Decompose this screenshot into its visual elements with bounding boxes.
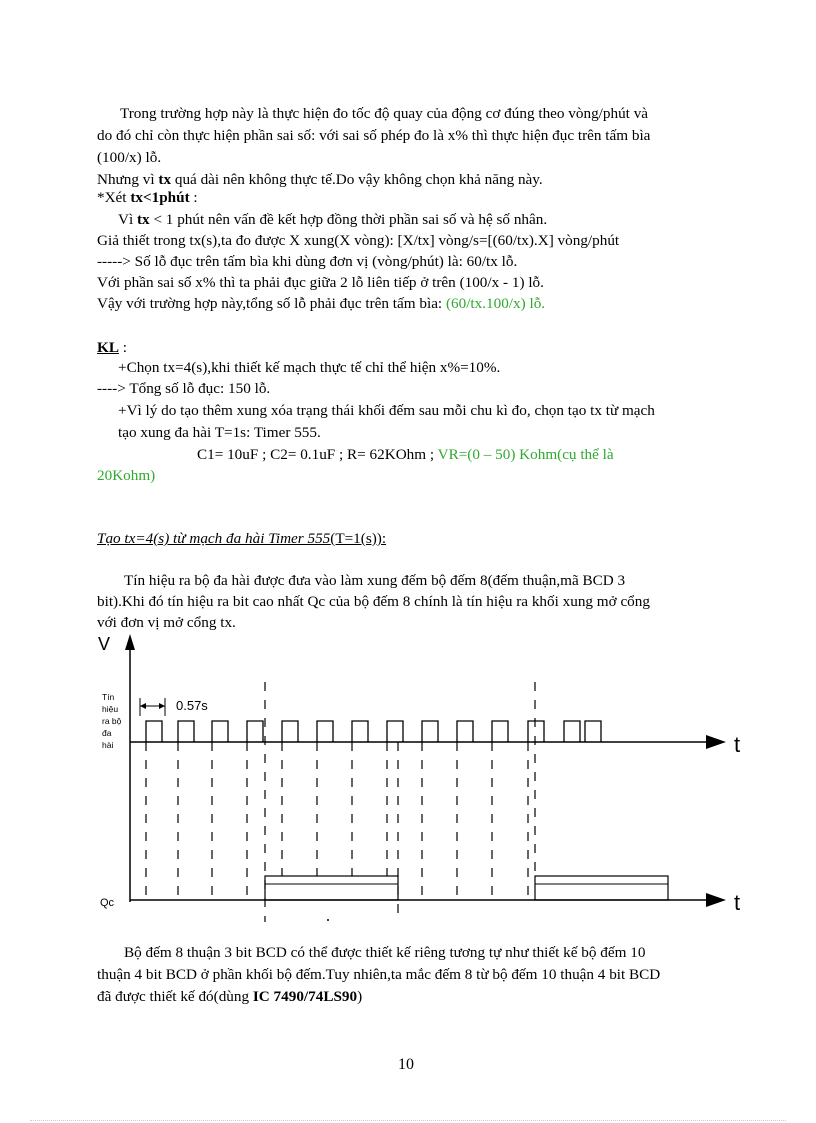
- para3-line3: -----> Số lỗ đục trên tấm bìa khi dùng đơn vị (vòng/phút) là: 60/tx lỗ.: [97, 253, 518, 270]
- para3-line2: Giả thiết trong tx(s),ta đo được X xung(X vòng): [X/tx] vòng/s=[(60/tx).X] vòng/phút: [97, 232, 620, 249]
- v-axis-label: V: [98, 634, 111, 654]
- timing-diagram: [90, 632, 760, 932]
- para3-line1: Vì tx < 1 phút nên vấn đề kết hợp đồng thời phần sai số và hệ số nhân.: [118, 211, 548, 228]
- svg-text:hài: hài: [102, 740, 114, 750]
- para4-line2: bit).Khi đó tín hiệu ra bit cao nhất Qc của bộ đếm 8 chính là tín hiệu ra khối xung mở cổng: [97, 593, 650, 610]
- para5-line2: thuận 4 bit BCD ở phần khối bộ đếm.Tuy nhiên,ta mắc đếm 8 từ bộ đếm 10 thuận 4 bit BCD: [97, 966, 661, 983]
- footer-divider: [30, 1120, 786, 1121]
- case2-heading: *Xét tx<1phút :: [97, 189, 198, 206]
- para1-line2: do đó chỉ còn thực hiện phần sai số: với sai số phép đo là x% thì thực hiện đục trên tấm bìa: [97, 127, 651, 144]
- kl-line6: 20Kohm): [97, 467, 156, 484]
- svg-text:đa: đa: [102, 728, 112, 738]
- svg-text:hiệu: hiệu: [102, 704, 119, 714]
- para5-line3: đã được thiết kế đó(dùng IC 7490/74LS90): [97, 988, 363, 1005]
- para3-line5: Vậy với trường hợp này,tổng số lỗ phải đục trên tấm bìa: (60/tx.100/x) lỗ.: [97, 295, 546, 312]
- qc-pulse-1: [265, 876, 398, 900]
- para4-line3: với đơn vị mở cổng tx.: [97, 614, 236, 631]
- qc-pulse-2: [535, 876, 668, 900]
- kl-line2: ----> Tổng số lỗ đục: 150 lỗ.: [97, 380, 271, 397]
- period-label: 0.57s: [176, 698, 208, 713]
- para2-line: Nhưng vì tx quá dài nên không thực tế.Do vậy không chọn khả năng này.: [97, 171, 543, 188]
- clock-pulses: [146, 721, 601, 742]
- signal-label: [102, 692, 122, 750]
- para1-line1: Trong trường hợp này là thực hiện đo tốc độ quay của động cơ đúng theo vòng/phút và: [120, 105, 649, 122]
- kl-line1: +Chọn tx=4(s),khi thiết kế mạch thực tế chỉ thể hiện x%=10%.: [118, 359, 501, 376]
- section-heading: Tạo tx=4(s) từ mạch đa hài Timer 555(T=1(s)):: [97, 530, 387, 547]
- qc-axis-arrow: [706, 893, 726, 907]
- para1-line3: (100/x) lỗ.: [97, 149, 162, 166]
- svg-text:ra bộ: ra bộ: [102, 716, 122, 726]
- signal-axis-arrow: [706, 735, 726, 749]
- page-number: 10: [398, 1056, 414, 1073]
- t-label-bottom: t: [734, 890, 741, 915]
- kl-heading: KL :: [97, 339, 127, 356]
- t-label-top: t: [734, 732, 741, 757]
- kl-line4: tạo xung đa hài T=1s: Timer 555.: [118, 424, 321, 441]
- para5-line1: Bộ đếm 8 thuận 3 bit BCD có thể được thiết kế riêng tương tự như thiết kế bộ đếm 10: [124, 944, 646, 961]
- v-axis-arrow: [125, 634, 135, 650]
- para3-line4: Với phần sai số x% thì ta phải đục giữa 2 lỗ liên tiếp ở trên (100/x - 1) lỗ.: [97, 274, 544, 291]
- svg-text:Tín: Tín: [102, 692, 115, 702]
- dashed-guides: [146, 682, 535, 922]
- period-arrow-head: [159, 703, 165, 709]
- kl-line5: C1= 10uF ; C2= 0.1uF ; R= 62KOhm ; VR=(0 – 50) Kohm(cụ thể là: [197, 446, 614, 463]
- kl-line3: +Vì lý do tạo thêm xung xóa trạng thái khối đếm sau mỗi chu kì đo, chọn tạo tx từ mạch: [118, 402, 655, 419]
- qc-label: Qc: [100, 897, 115, 909]
- para4-line1: Tín hiệu ra bộ đa hài được đưa vào làm xung đếm bộ đếm 8(đếm thuận,mã BCD 3: [124, 572, 626, 589]
